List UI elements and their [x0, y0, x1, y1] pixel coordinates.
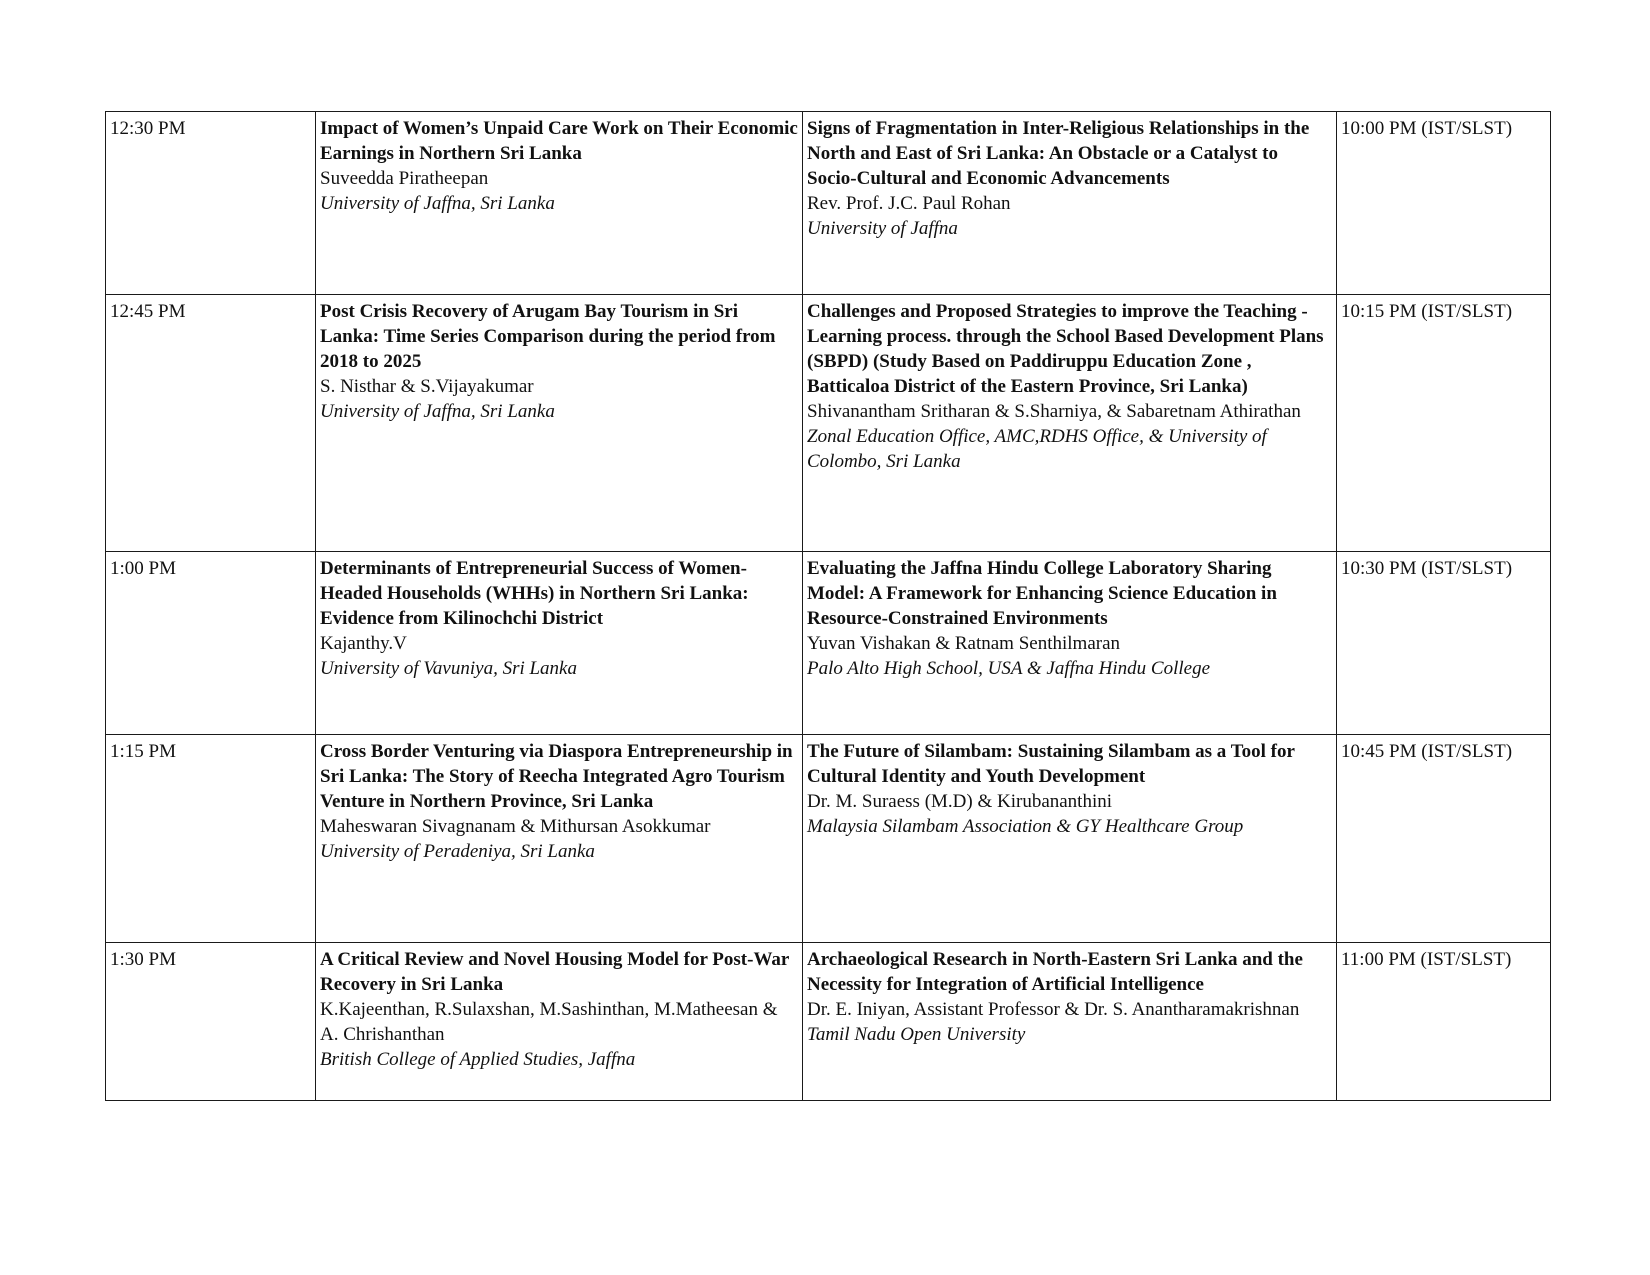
time-cell: 1:30 PM — [106, 943, 316, 1101]
paper-title: Post Crisis Recovery of Arugam Bay Tourism in Sri Lanka: Time Series Comparison during the period from 2018 to 2025 — [320, 301, 776, 372]
table-row — [106, 112, 1551, 295]
paper-authors: Maheswaran Sivagnanam & Mithursan Asokkumar — [320, 816, 711, 837]
paper-affiliation: University of Jaffna, Sri Lanka — [320, 401, 555, 422]
time-cell: 12:45 PM — [106, 295, 316, 552]
session-a-cell — [316, 943, 803, 1101]
schedule-table — [105, 111, 1551, 1101]
paper-title: Evaluating the Jaffna Hindu College Laboratory Sharing Model: A Framework for Enhancing Science Education in Resource-Constrained Environments — [807, 558, 1277, 629]
table-row — [106, 735, 1551, 943]
local-time-cell: 11:00 PM (IST/SLST) — [1337, 943, 1551, 1101]
paper-affiliation: Tamil Nadu Open University — [807, 1024, 1026, 1045]
session-b-cell — [803, 112, 1337, 295]
session-a-cell — [316, 112, 803, 295]
paper-affiliation: Palo Alto High School, USA & Jaffna Hindu College — [807, 658, 1211, 679]
time-cell: 1:00 PM — [106, 552, 316, 735]
local-time-cell: 10:15 PM (IST/SLST) — [1337, 295, 1551, 552]
paper-affiliation: Zonal Education Office, AMC,RDHS Office, & University of Colombo, Sri Lanka — [807, 426, 1267, 472]
session-b-cell — [803, 735, 1337, 943]
paper-title: Determinants of Entrepreneurial Success of Women-Headed Households (WHHs) in Northern Sri Lanka: Evidence from Kilinochchi District — [320, 558, 749, 629]
time-cell: 12:30 PM — [106, 112, 316, 295]
paper-title: Signs of Fragmentation in Inter-Religious Relationships in the North and East of Sri Lanka: An Obstacle or a Catalyst to Socio-Cultural and Economic Advancements — [807, 118, 1310, 189]
time-cell: 1:15 PM — [106, 735, 316, 943]
paper-authors: Dr. M. Suraess (M.D) & Kirubananthini — [807, 791, 1113, 812]
paper-title: Challenges and Proposed Strategies to improve the Teaching -Learning process. through the School Based Development Plans (SBPD) (Study Based on Paddiruppu Education Zone , Batticaloa District of the Eastern Province, Sri Lanka) — [807, 301, 1324, 397]
paper-affiliation: British College of Applied Studies, Jaffna — [320, 1049, 636, 1070]
paper-authors: Rev. Prof. J.C. Paul Rohan — [807, 193, 1011, 214]
paper-title: A Critical Review and Novel Housing Model for Post-War Recovery in Sri Lanka — [320, 949, 789, 995]
local-time-cell: 10:00 PM (IST/SLST) — [1337, 112, 1551, 295]
session-a-cell — [316, 735, 803, 943]
paper-affiliation: University of Peradeniya, Sri Lanka — [320, 841, 595, 862]
session-b-cell — [803, 943, 1337, 1101]
paper-title: The Future of Silambam: Sustaining Silambam as a Tool for Cultural Identity and Youth Development — [807, 741, 1295, 787]
paper-affiliation: University of Jaffna, Sri Lanka — [320, 193, 555, 214]
paper-affiliation: University of Vavuniya, Sri Lanka — [320, 658, 577, 679]
paper-authors: Shivanantham Sritharan & S.Sharniya, & Sabaretnam Athirathan — [807, 401, 1301, 422]
local-time-cell: 10:45 PM (IST/SLST) — [1337, 735, 1551, 943]
paper-authors: Kajanthy.V — [320, 633, 407, 654]
session-b-cell — [803, 295, 1337, 552]
paper-title: Impact of Women’s Unpaid Care Work on Their Economic Earnings in Northern Sri Lanka — [320, 118, 798, 164]
session-a-cell — [316, 295, 803, 552]
session-b-cell — [803, 552, 1337, 735]
table-row — [106, 943, 1551, 1101]
paper-authors: S. Nisthar & S.Vijayakumar — [320, 376, 534, 397]
paper-title: Archaeological Research in North-Eastern Sri Lanka and the Necessity for Integration of Artificial Intelligence — [807, 949, 1303, 995]
paper-authors: Dr. E. Iniyan, Assistant Professor & Dr. S. Anantharamakrishnan — [807, 999, 1300, 1020]
paper-affiliation: University of Jaffna — [807, 218, 958, 239]
paper-authors: Yuvan Vishakan & Ratnam Senthilmaran — [807, 633, 1121, 654]
paper-title: Cross Border Venturing via Diaspora Entrepreneurship in Sri Lanka: The Story of Reecha Integrated Agro Tourism Venture in Northern Province, Sri Lanka — [320, 741, 793, 812]
paper-authors: Suveedda Piratheepan — [320, 168, 489, 189]
session-a-cell — [316, 552, 803, 735]
table-row — [106, 295, 1551, 552]
local-time-cell: 10:30 PM (IST/SLST) — [1337, 552, 1551, 735]
table-row — [106, 552, 1551, 735]
paper-authors: K.Kajeenthan, R.Sulaxshan, M.Sashinthan, M.Matheesan & A. Chrishanthan — [320, 999, 778, 1045]
paper-affiliation: Malaysia Silambam Association & GY Healthcare Group — [807, 816, 1244, 837]
